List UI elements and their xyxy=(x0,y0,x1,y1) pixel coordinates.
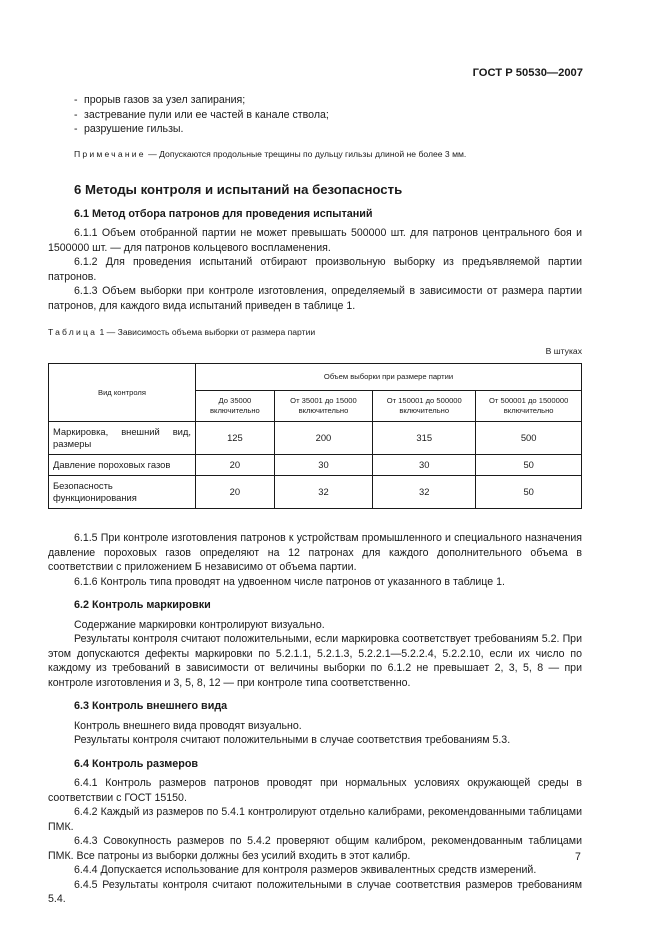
table-cell: 32 xyxy=(274,476,372,509)
paragraph-6-1-3: 6.1.3 Объем выборки при контроле изготовления, определяемый в зависимости от размера партии патронов, для каждого вида испытаний приведен в таблице 1. xyxy=(48,285,582,312)
table-cell: 30 xyxy=(373,455,476,476)
list-item: - разрушение гильзы. xyxy=(74,123,184,135)
note xyxy=(48,147,582,162)
paragraph-6-4-4: 6.4.4 Допускается использование для контроля размеров эквивалентных средств измерений. xyxy=(74,864,537,876)
table-caption: Таблица 1 — Зависимость объема выборки от размера партии xyxy=(48,327,316,337)
note-text: — Допускаются продольные трещины по дульцу гильзы длиной не более 3 мм. xyxy=(145,148,467,159)
table-cell: 125 xyxy=(196,422,275,455)
table-cell: 30 xyxy=(274,455,372,476)
paragraph: Результаты контроля считают положительными в случае соответствия требованиям 5.3. xyxy=(74,734,511,746)
note-label: Примечание xyxy=(74,148,146,159)
paragraph-6-4-1: 6.4.1 Контроль размеров патронов проводят при нормальных условиях окружающей среды в соответствии с ГОСТ 15150. xyxy=(48,777,582,804)
paragraph: Контроль внешнего вида проводят визуально. xyxy=(74,719,302,732)
defect-list xyxy=(48,93,582,137)
table-row xyxy=(49,422,582,455)
paragraph-6-4-3: 6.4.3 Совокупность размеров по 5.4.2 проверяют общим калибром, рекомендованным таблицами ПМК. Все патроны из выборки должны без усилий входить в этот калибр. xyxy=(48,835,582,862)
section-6-3-heading: 6.3 Контроль внешнего вида xyxy=(74,700,228,712)
document-id-header: ГОСТ Р 50530—2007 xyxy=(472,67,583,79)
table-cell: 500 xyxy=(476,422,582,455)
row-label: Маркировка, внешний вид, размеры xyxy=(49,422,196,455)
list-item: - застревание пули или ее частей в канале ствола; xyxy=(74,108,329,121)
table-header-row xyxy=(49,364,582,391)
section-6-2-heading: 6.2 Контроль маркировки xyxy=(74,599,211,611)
table-cell: 315 xyxy=(373,422,476,455)
table-row xyxy=(49,476,582,509)
table-units: В штуках xyxy=(545,345,582,356)
page-content xyxy=(48,93,582,907)
paragraph-6-4-5: 6.4.5 Результаты контроля считают положительными в случае соответствия размеров требованиям 5.4. xyxy=(48,878,582,905)
table-cell: 32 xyxy=(373,476,476,509)
column-group-header: Объем выборки при размере партии xyxy=(196,364,582,391)
section-6-1-heading: 6.1 Метод отбора патронов для проведения испытаний xyxy=(74,207,373,220)
list-item: - прорыв газов за узел запирания; xyxy=(74,94,246,106)
column-header: Вид контроля xyxy=(49,364,196,422)
sample-size-table xyxy=(48,363,582,509)
column-header: От 35001 до 15000 включительно xyxy=(274,391,372,422)
paragraph-6-1-6: 6.1.6 Контроль типа проводят на удвоенном числе патронов от указанного в таблице 1. xyxy=(74,575,505,588)
paragraph-6-4-2: 6.4.2 Каждый из размеров по 5.4.1 контролируют отдельно калибрами, рекомендованными таблицами ПМК. xyxy=(48,806,582,833)
paragraph: Содержание маркировки контролируют визуально. xyxy=(74,618,325,631)
table-cell: 20 xyxy=(196,455,275,476)
column-header: От 500001 до 1500000 включительно xyxy=(476,391,582,422)
table-row xyxy=(49,455,582,476)
row-label: Давление пороховых газов xyxy=(49,455,196,476)
page-number: 7 xyxy=(575,851,581,863)
row-label: Безопасность функционирования xyxy=(49,476,196,509)
paragraph: Результаты контроля считают положительными, если маркировка соответствует требованиям 5.2. При этом допускаются дефекты маркировки по 5.2.1.1, 5.2.1.3, 5.2.2.1—5.2.2.4, 5.2.2.10, если их число по каждому из требований в зависимости от величины выборки по 6.1.2 не превышает 2, 3, 5, 8 — при контроле изготовления и 3, 5, 8, 12 — при контроле типа соответственно. xyxy=(48,633,582,689)
column-header: До 35000 включительно xyxy=(196,391,275,422)
table-cell: 50 xyxy=(476,455,582,476)
table-cell: 200 xyxy=(274,422,372,455)
paragraph-6-1-5: 6.1.5 При контроле изготовления патронов к устройствам промышленного и специального назначения давление пороховых газов определяют на 12 патронах для каждого дополнительного объема в соответствии с приложением Б независимо от объема партии. xyxy=(48,532,582,573)
section-6-4-heading: 6.4 Контроль размеров xyxy=(74,757,199,770)
table-cell: 50 xyxy=(476,476,582,509)
column-header: От 150001 до 500000 включительно xyxy=(373,391,476,422)
paragraph-6-1-2: 6.1.2 Для проведения испытаний отбирают произвольную выборку из предъявляемой партии патронов. xyxy=(48,256,582,283)
paragraph-6-1-1: 6.1.1 Объем отобранной партии не может превышать 500000 шт. для патронов центрального боя и 1500000 шт. — для патронов кольцевого воспламенения. xyxy=(48,227,582,254)
table-cell: 20 xyxy=(196,476,275,509)
section-6-heading: 6 Методы контроля и испытаний на безопасность xyxy=(74,182,403,197)
